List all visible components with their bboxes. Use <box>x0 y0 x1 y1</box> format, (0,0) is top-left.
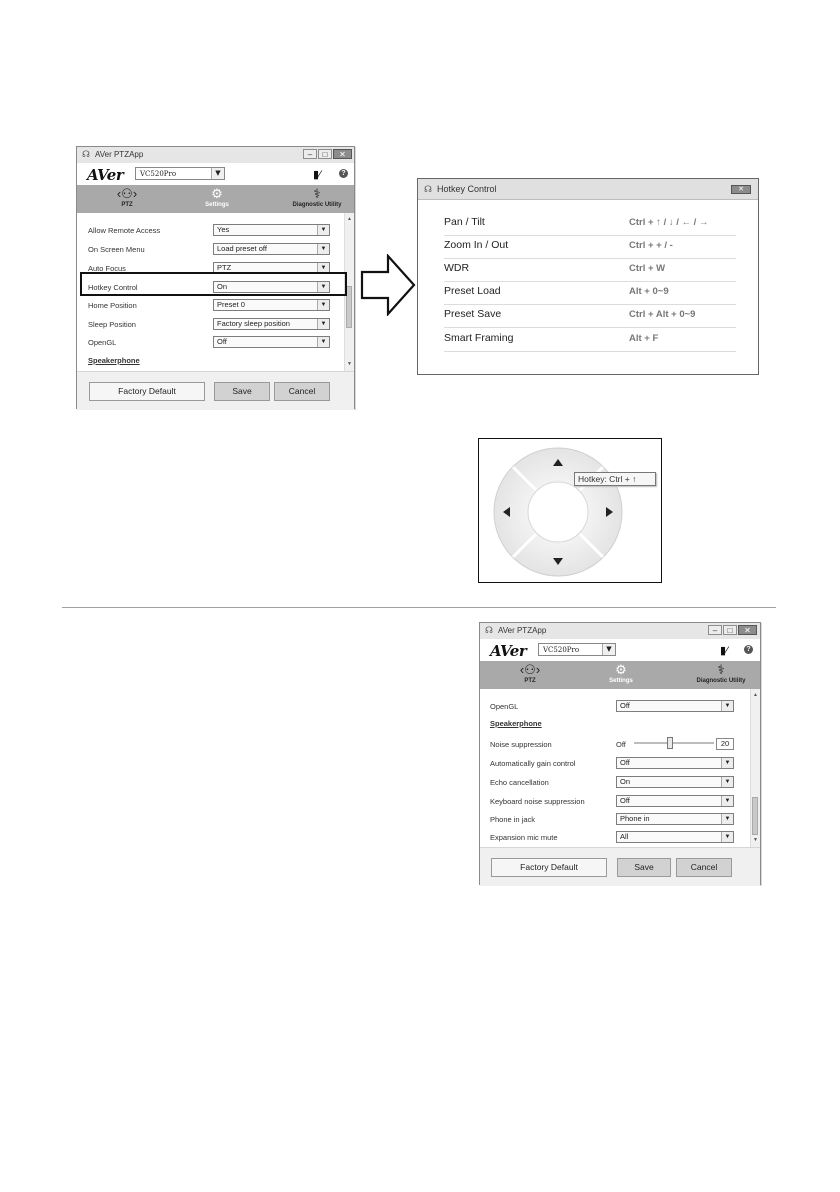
cancel-button[interactable]: Cancel <box>274 382 330 401</box>
model-select-value: VC520Pro <box>140 170 177 178</box>
setting-label: OpenGL <box>490 702 519 711</box>
noise-suppression-value-field[interactable] <box>716 738 734 750</box>
close-button[interactable]: ✕ <box>731 185 751 194</box>
phone-in-jack-select[interactable] <box>616 813 734 825</box>
home-position-select[interactable] <box>213 299 330 311</box>
gear-icon: ⚙ <box>615 662 627 677</box>
save-button[interactable]: Save <box>214 382 270 401</box>
setting-label: Auto Focus <box>88 264 126 273</box>
app-icon: ☊ <box>424 184 432 194</box>
model-select[interactable] <box>135 167 225 180</box>
ptz-icon: ‹⚇› <box>519 662 541 677</box>
close-button[interactable]: ✕ <box>333 149 352 159</box>
select-value: Preset 0 <box>217 300 245 309</box>
hotkey-keys: Alt + 0~9 <box>629 286 669 297</box>
tab-settings[interactable] <box>197 185 237 213</box>
noise-suppression-value: 20 <box>720 739 730 748</box>
close-button[interactable]: ✕ <box>738 625 757 635</box>
pad-center <box>528 482 588 542</box>
model-select-value: VC520Pro <box>543 646 580 654</box>
chevron-down-icon: ▼ <box>211 168 224 179</box>
select-value: On <box>217 282 228 291</box>
hotkey-row <box>444 305 736 328</box>
tab-settings-label: Settings <box>609 678 633 684</box>
tab-ptz[interactable] <box>107 185 147 213</box>
button-bar <box>77 371 354 410</box>
tab-settings[interactable] <box>600 661 642 689</box>
chevron-down-icon: ▼ <box>317 244 329 254</box>
setting-label: Hotkey Control <box>88 283 138 292</box>
select-value: Factory sleep position <box>217 319 290 328</box>
title-bar <box>480 623 760 640</box>
stethoscope-icon: ⚕ <box>313 186 321 201</box>
hotkey-row <box>444 236 736 259</box>
select-value: All <box>620 832 629 841</box>
setting-label: Echo cancellation <box>490 778 549 787</box>
camera-off-icon[interactable]: ▮⁄ <box>720 645 728 657</box>
tab-ptz-label: PTZ <box>121 202 133 208</box>
hotkey-row <box>444 213 736 236</box>
tab-ptz-label: PTZ <box>524 678 536 684</box>
setting-label: OpenGL <box>88 338 117 347</box>
select-value: Off <box>217 337 227 346</box>
chevron-down-icon: ▼ <box>721 796 733 806</box>
model-select[interactable] <box>538 643 616 656</box>
title-bar <box>77 147 354 164</box>
vertical-scrollbar[interactable] <box>750 689 760 847</box>
setting-label: Keyboard noise suppression <box>490 797 585 806</box>
speakerphone-section-link[interactable]: Speakerphone <box>490 719 542 728</box>
help-icon[interactable]: ? <box>339 169 348 178</box>
chevron-down-icon: ▼ <box>317 225 329 235</box>
slider-track <box>634 742 714 744</box>
tab-diagnostic-utility[interactable] <box>685 661 757 689</box>
settings-content <box>480 689 760 847</box>
scroll-down-icon[interactable]: ▼ <box>347 361 352 367</box>
aver-logo: AVer <box>87 166 124 184</box>
hotkey-label: Smart Framing <box>444 332 514 344</box>
setting-label: Noise suppression <box>490 740 552 749</box>
cancel-button[interactable]: Cancel <box>676 858 732 877</box>
scroll-thumb[interactable] <box>752 797 758 835</box>
hotkey-label: Preset Load <box>444 285 501 297</box>
setting-label: Expansion mic mute <box>490 833 558 842</box>
hotkey-control-window <box>417 178 759 375</box>
chevron-down-icon: ▼ <box>317 337 329 347</box>
hotkey-keys: Alt + F <box>629 333 659 344</box>
app-header <box>480 639 760 661</box>
nav-bar <box>77 185 354 213</box>
scroll-up-icon[interactable]: ▲ <box>347 216 352 222</box>
hotkey-row-highlight <box>80 272 347 296</box>
setting-label: Phone in jack <box>490 815 536 824</box>
tab-diagnostic-label: Diagnostic Utility <box>292 202 342 208</box>
chevron-down-icon: ▼ <box>317 282 329 292</box>
ptz-direction-pad <box>479 439 660 581</box>
hotkey-label: WDR <box>444 262 470 274</box>
chevron-down-icon: ▼ <box>721 701 733 711</box>
section-divider <box>62 607 776 608</box>
stethoscope-icon: ⚕ <box>717 662 725 677</box>
hotkey-label: Zoom In / Out <box>444 239 509 251</box>
slider-thumb[interactable] <box>667 737 673 749</box>
tab-diagnostic-utility[interactable] <box>282 185 352 213</box>
echo-cancellation-select[interactable] <box>616 776 734 788</box>
setting-label: On Screen Menu <box>88 245 145 254</box>
save-button[interactable]: Save <box>617 858 671 877</box>
select-value: On <box>620 777 631 786</box>
setting-label: Home Position <box>88 301 137 310</box>
aver-logo: AVer <box>490 642 527 660</box>
window-title: AVer PTZApp <box>95 150 144 159</box>
arrow-right-icon <box>360 254 416 316</box>
chevron-down-icon: ▼ <box>721 814 733 824</box>
tab-diagnostic-label: Diagnostic Utility <box>696 678 746 684</box>
window-title: Hotkey Control <box>437 184 497 194</box>
ptzapp-window-speakerphone <box>479 622 761 885</box>
opengl-select[interactable] <box>616 700 734 712</box>
noise-suppression-slider[interactable] <box>634 737 714 749</box>
scroll-down-icon[interactable]: ▼ <box>753 837 758 843</box>
expansion-mic-mute-select[interactable] <box>616 831 734 843</box>
slider-min-label: Off <box>616 740 626 749</box>
hotkey-keys: Ctrl + + / - <box>629 240 673 251</box>
maximize-button[interactable]: □ <box>723 625 737 635</box>
app-icon: ☊ <box>485 625 493 635</box>
ptz-icon: ‹⚇› <box>116 186 138 201</box>
chevron-down-icon: ▼ <box>721 832 733 842</box>
maximize-button[interactable]: □ <box>318 149 332 159</box>
select-value: Phone in <box>620 814 650 823</box>
chevron-down-icon: ▼ <box>317 263 329 273</box>
nav-bar <box>480 661 760 689</box>
ptz-pad-frame <box>478 438 662 583</box>
setting-label: Sleep Position <box>88 320 136 329</box>
hotkey-keys: Ctrl + Alt + 0~9 <box>629 309 696 320</box>
keyboard-noise-suppression-select[interactable] <box>616 795 734 807</box>
hotkey-tooltip: Hotkey: Ctrl + ↑ <box>574 472 656 486</box>
select-value: Off <box>620 701 630 710</box>
automatic-gain-control-select[interactable] <box>616 757 734 769</box>
on-screen-menu-select[interactable] <box>213 243 330 255</box>
tab-settings-label: Settings <box>205 202 229 208</box>
chevron-down-icon: ▼ <box>317 319 329 329</box>
hotkey-label: Pan / Tilt <box>444 216 485 228</box>
help-icon[interactable]: ? <box>744 645 753 654</box>
minimize-button[interactable]: – <box>708 625 722 635</box>
factory-default-button[interactable]: Factory Default <box>491 858 607 877</box>
button-bar <box>480 847 760 886</box>
window-title: AVer PTZApp <box>498 626 547 635</box>
select-value: Off <box>620 796 630 805</box>
allow-remote-access-select[interactable] <box>213 224 330 236</box>
minimize-button[interactable]: – <box>303 149 317 159</box>
chevron-down-icon: ▼ <box>721 758 733 768</box>
tab-ptz[interactable] <box>510 661 550 689</box>
speakerphone-section-link[interactable]: Speakerphone <box>88 356 140 365</box>
app-header <box>77 163 354 185</box>
hotkey-row <box>444 282 736 305</box>
app-icon: ☊ <box>82 149 90 159</box>
chevron-down-icon: ▼ <box>721 777 733 787</box>
factory-default-button[interactable]: Factory Default <box>89 382 205 401</box>
opengl-select[interactable] <box>213 336 330 348</box>
select-value: Off <box>620 758 630 767</box>
title-bar <box>418 179 758 200</box>
camera-off-icon[interactable]: ▮⁄ <box>313 169 321 181</box>
scroll-up-icon[interactable]: ▲ <box>753 692 758 698</box>
select-value: PTZ <box>217 263 232 272</box>
hotkey-row <box>444 329 736 352</box>
sleep-position-select[interactable] <box>213 318 330 330</box>
select-value: Load preset off <box>217 244 267 253</box>
chevron-down-icon: ▼ <box>317 300 329 310</box>
hotkey-keys: Ctrl + W <box>629 263 666 274</box>
setting-label: Allow Remote Access <box>88 226 161 235</box>
setting-label: Automatically gain control <box>490 759 576 768</box>
hotkey-keys: Ctrl + ↑ / ↓ / ← / → <box>629 217 709 228</box>
hotkey-row <box>444 259 736 282</box>
chevron-down-icon: ▼ <box>602 644 615 655</box>
select-value: Yes <box>217 225 230 234</box>
gear-icon: ⚙ <box>211 186 223 201</box>
hotkey-label: Preset Save <box>444 308 502 320</box>
